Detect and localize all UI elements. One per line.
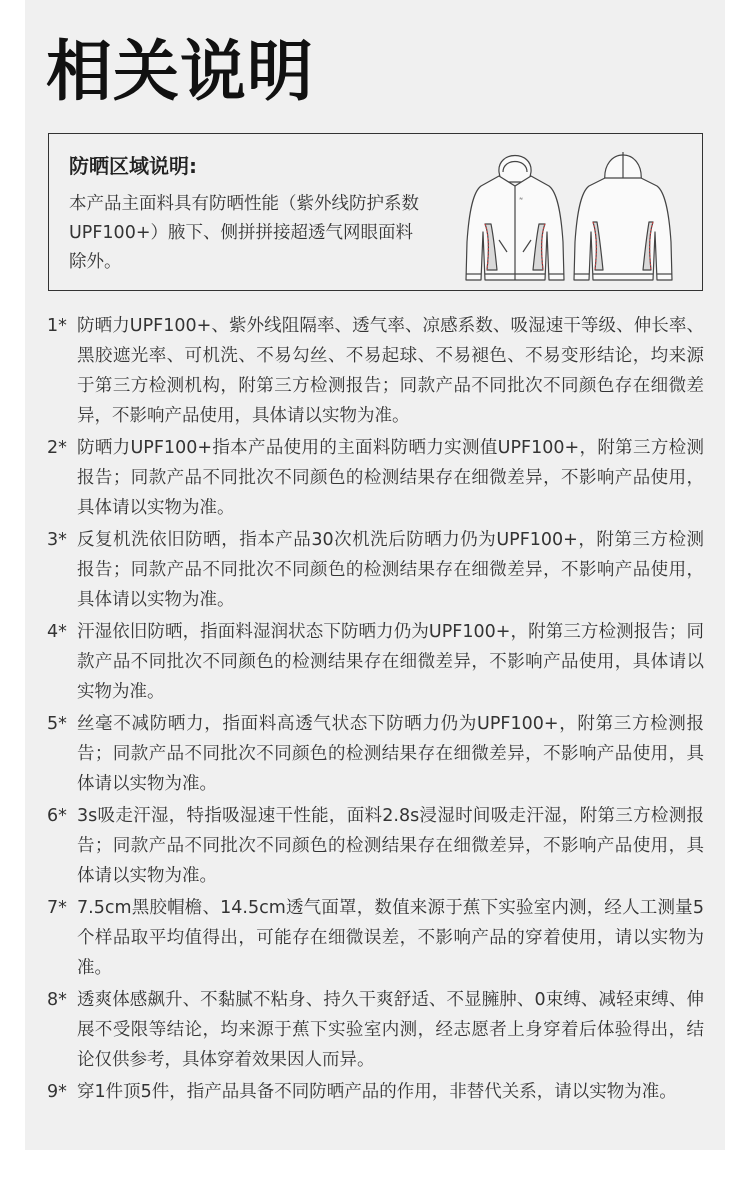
note-number: 2* [47,438,67,458]
note-text: 防晒力UPF100+指本产品使用的主面料防晒力实测值UPF100+，附第三方检测报告；同款产品不同批次不同颜色的检测结果存在细微差异，不影响产品使用，具体请以实物为准。 [77,438,704,518]
note-number: 3* [47,530,67,550]
note-number: 4* [47,622,67,642]
note-text: 3s吸走汗湿，特指吸湿速干性能，面料2.8s浸湿时间吸走汗湿，附第三方检测报告；同款产品不同批次不同颜色的检测结果存在细微差异，不影响产品使用，具体请以实物为准。 [77,806,704,886]
sun-protection-heading: 防晒区域说明: [69,154,197,178]
page-title: 相关说明 [46,33,314,110]
note-number: 6* [47,806,67,826]
note-item [47,525,707,615]
note-item [47,617,707,707]
note-item [47,985,707,1075]
note-text: 丝毫不减防晒力，指面料高透气状态下防晒力仍为UPF100+，附第三方检测报告；同款产品不同批次不同颜色的检测结果存在细微差异，不影响产品使用，具体请以实物为准。 [77,714,704,794]
note-text: 透爽体感飙升、不黏腻不粘身、持久干爽舒适、不显臃肿、0束缚、减轻束缚、伸展不受限等结论，均来源于蕉下实验室内测，经志愿者上身穿着后体验得出，结论仅供参考，具体穿着效果因人而异。 [77,990,704,1070]
note-number: 7* [47,898,67,918]
notes-list [47,311,707,1109]
sun-protection-box [48,133,703,291]
note-number: 8* [47,990,67,1010]
note-item [47,893,707,983]
jacket-front-icon [463,142,567,284]
note-number: 9* [47,1082,67,1102]
jacket-back-icon [571,142,675,284]
note-text: 汗湿依旧防晒，指面料湿润状态下防晒力仍为UPF100+，附第三方检测报告；同款产品不同批次不同颜色的检测结果存在细微差异，不影响产品使用，具体请以实物为准。 [77,622,704,702]
note-item [47,709,707,799]
svg-text:≈: ≈ [519,196,524,202]
note-item [47,311,707,431]
note-text: 反复机洗依旧防晒，指本产品30次机洗后防晒力仍为UPF100+，附第三方检测报告；同款产品不同批次不同颜色的检测结果存在细微差异，不影响产品使用，具体请以实物为准。 [77,530,704,610]
note-text: 防晒力UPF100+、紫外线阻隔率、透气率、凉感系数、吸湿速干等级、伸长率、黑胶遮光率、可机洗、不易勾丝、不易起球、不易褪色、不易变形结论，均来源于第三方检测机构，附第三方检测报告；同款产品不同批次不同颜色存在细微差异，不影响产品使用，具体请以实物为准。 [77,316,704,426]
note-item [47,1077,707,1107]
note-number: 1* [47,316,67,336]
note-number: 5* [47,714,67,734]
sun-protection-description: 本产品主面料具有防晒性能（紫外线防护系数UPF100+）腋下、侧拼拼接超透气网眼面料除外。 [69,194,419,272]
note-text: 7.5cm黑胶帽檐、14.5cm透气面罩，数值来源于蕉下实验室内测，经人工测量5个样品取平均值得出，可能存在细微误差，不影响产品的穿着使用，请以实物为准。 [77,898,704,978]
note-text: 穿1件顶5件，指产品具备不同防晒产品的作用，非替代关系，请以实物为准。 [77,1082,677,1102]
note-item [47,801,707,891]
note-item [47,433,707,523]
